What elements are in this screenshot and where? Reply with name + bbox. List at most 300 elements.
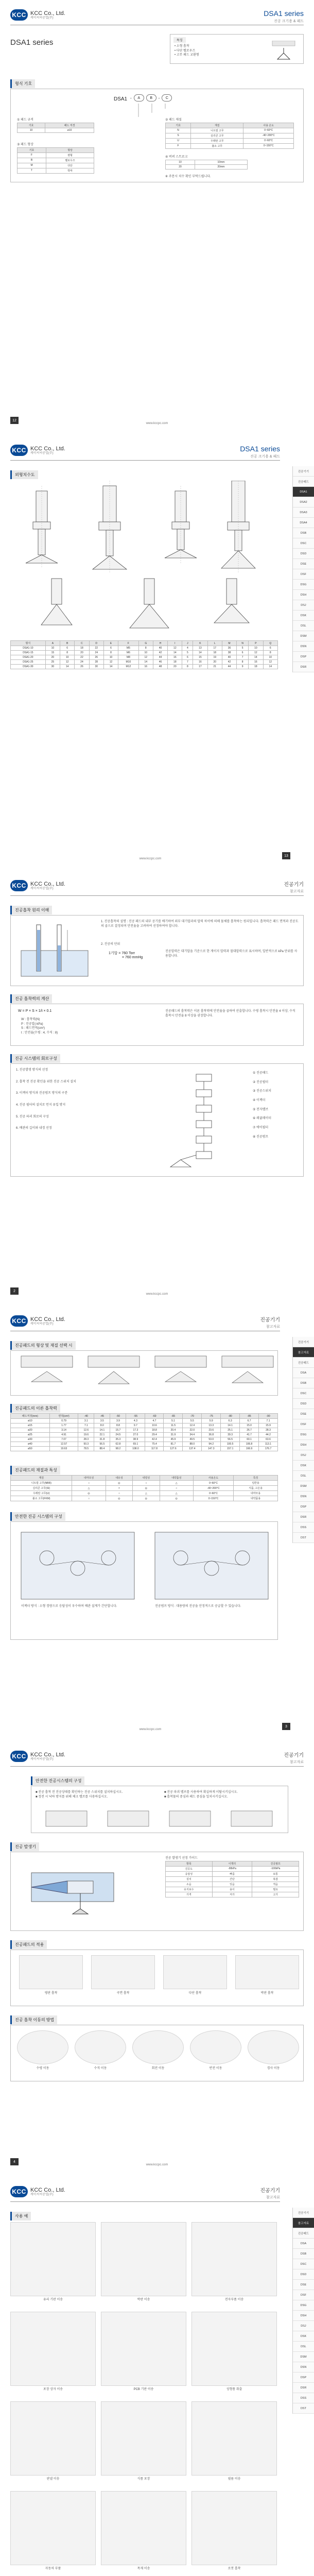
page-footer: [10, 1723, 290, 1730]
table-cell: 98.2: [110, 1447, 126, 1451]
table-header-cell: M: [222, 641, 236, 646]
side-index: [292, 1337, 314, 1543]
table-cell: DSA1-30: [11, 665, 46, 669]
side-index-tab[interactable]: DSK: [293, 611, 314, 621]
transfer-label: 반전 이동: [209, 2067, 222, 2070]
side-index-tab[interactable]: DST: [293, 1533, 314, 1543]
table-cell: 박막: [46, 168, 94, 173]
logo-mark: KCC: [10, 2186, 28, 2197]
table-cell: 12.4: [183, 1423, 202, 1428]
table-row: [166, 128, 294, 133]
table-cell: 벨로우즈: [46, 158, 94, 163]
transfer-card: [190, 2030, 241, 2077]
table-cell: 5.9: [202, 1419, 221, 1423]
table-row: [11, 1428, 278, 1433]
header-category: 진공기기: [260, 1317, 280, 1323]
ejector-illustration: [16, 1857, 150, 1924]
transfer-label: 회전 이동: [151, 2067, 165, 2070]
table-cell: 보통: [252, 1871, 299, 1876]
side-index-tab[interactable]: DSP: [293, 652, 314, 662]
example-card: [10, 2222, 96, 2307]
page-header: [10, 2186, 304, 2205]
examples-grid: [10, 2222, 278, 2576]
footer-url: www.kccpc.com: [146, 1293, 168, 1296]
table-cell: 113.1: [259, 1442, 278, 1447]
table-cell: 19: [207, 655, 222, 660]
table-cell: 니트릴 고무: [191, 128, 243, 133]
side-index-tab[interactable]: DSS: [293, 1522, 314, 1533]
side-index-tab[interactable]: DSJ: [293, 2321, 314, 2331]
side-index-tab[interactable]: DSJ: [293, 600, 314, 611]
side-index-tab[interactable]: DSF: [293, 2290, 314, 2300]
table-cell: 56.5: [94, 1442, 110, 1447]
side-index-tab[interactable]: DSN: [293, 2362, 314, 2372]
table-header-cell: -90: [259, 1414, 278, 1419]
table-cell: 있음: [212, 1882, 252, 1887]
table-row: [11, 1442, 278, 1447]
table-cell: 8: [237, 660, 249, 665]
table-cell: 응답성: [166, 1871, 213, 1876]
company-name: KCC Co., Ltd.: [30, 10, 65, 16]
table-cell: 25: [45, 660, 60, 665]
table-cell: 14: [138, 660, 153, 665]
table-cell: 14: [249, 655, 263, 660]
example-image: [10, 2312, 96, 2386]
application-card: [163, 1955, 227, 2002]
suction-formula: W = P × S × 1/t × 0.1: [18, 1009, 52, 1013]
formula-var: t : 안전율(수평 : 4, 수직 : 8): [21, 1031, 58, 1035]
table-cell: 12.57: [49, 1442, 78, 1447]
table-cell: 10.6: [145, 1423, 164, 1428]
table-cell: ø50: [11, 1447, 50, 1451]
side-index: [292, 2208, 314, 2414]
table-header-cell: -75: [202, 1414, 221, 1419]
transfer-image: [248, 2030, 299, 2064]
table-cell: 6: [263, 646, 277, 651]
table-cell: 20: [168, 665, 182, 669]
catalog-page-2: [0, 435, 314, 871]
table-header-cell: 이젝터: [212, 1861, 252, 1866]
side-index-tab[interactable]: DSM: [293, 2352, 314, 2362]
order-code-c: C: [162, 94, 172, 101]
table-cell: 28.3: [78, 1437, 94, 1442]
application-card: [91, 1955, 155, 2002]
side-index-tab[interactable]: DSG: [293, 1430, 314, 1440]
order-section-title: 형식 기호: [10, 79, 35, 88]
table-row: [166, 164, 248, 169]
table-cell: F: [166, 143, 191, 148]
order-code-b: B: [146, 94, 156, 101]
table-cell: ◎: [72, 1491, 106, 1496]
table-cell: T: [18, 168, 46, 173]
series-title: DSA1 series: [240, 445, 280, 453]
header-rule: [10, 895, 304, 896]
transfer-method-title: 진공 흡착 이동의 방법: [10, 2015, 57, 2024]
side-index-tab[interactable]: DSF: [293, 1419, 314, 1430]
table-cell: 7: [182, 660, 193, 665]
side-index-tab[interactable]: DSS: [293, 2393, 314, 2403]
side-index-tab[interactable]: DSC: [293, 2259, 314, 2269]
table-cell: 적음: [252, 1882, 299, 1887]
header-category: 진공기기: [260, 2188, 280, 2194]
table-cell: 17: [193, 665, 207, 669]
side-index-tab[interactable]: DSA: [293, 2239, 314, 2249]
table-cell: 평형: [46, 152, 94, 158]
dimension-drawings: [10, 481, 278, 635]
table-header-cell: B: [60, 641, 75, 646]
table-cell: 127.6: [164, 1447, 183, 1451]
table-cell: 5: [237, 646, 249, 651]
table-cell: 44.2: [259, 1433, 278, 1437]
table-cell: M: [18, 163, 46, 168]
page-header: [10, 880, 304, 899]
table-cell: 19.6: [78, 1433, 94, 1437]
table-header-cell: H: [153, 641, 167, 646]
table-row: [166, 1892, 299, 1897]
footer-url: www.kccpc.com: [146, 422, 168, 425]
side-index-tab[interactable]: DSJ: [293, 1450, 314, 1461]
table-cell: 4.7: [145, 1419, 164, 1423]
side-index-tab[interactable]: 진공패드: [293, 1358, 314, 1368]
side-index-tab[interactable]: 진공패드: [293, 477, 314, 487]
side-index-tab[interactable]: DSK: [293, 2331, 314, 2342]
page-number: 12: [10, 417, 19, 424]
example-label: 성형품 취출: [226, 2388, 242, 2391]
table-cell: ○: [133, 1481, 160, 1486]
vacuum-tube-illustration: [16, 920, 93, 981]
table-cell: 11.5: [164, 1423, 183, 1428]
side-index-tab[interactable]: 진공기기: [293, 466, 314, 477]
example-label: 목재 이송: [137, 2567, 150, 2570]
side-index-tab[interactable]: DSC: [293, 538, 314, 549]
side-index-tab[interactable]: DSE: [293, 2280, 314, 2290]
table-header-cell: 사용온도: [193, 1476, 233, 1481]
table-cell: DSA1-10: [11, 646, 46, 651]
table-cell: 10: [249, 646, 263, 651]
table-row: [11, 646, 278, 651]
table-cell: 0~60°C: [193, 1481, 233, 1486]
table-header-cell: 특징: [234, 1476, 278, 1481]
company-name: KCC Co., Ltd.: [30, 1751, 65, 1758]
table-cell: 7.1: [78, 1423, 94, 1428]
header-category: 진공기기: [284, 1753, 304, 1758]
table-header-row: [18, 147, 94, 152]
table-row: [18, 158, 94, 163]
table-cell: U: [166, 138, 191, 143]
table-cell: 가격: [166, 1892, 213, 1897]
material-title: 진공패드의 재질과 특성: [10, 1466, 60, 1475]
table-cell: 니트릴 고무(NBR): [11, 1481, 72, 1486]
header-rule: [10, 1766, 304, 1767]
table-cell: 8: [138, 646, 153, 651]
catalog-page-1: [0, 0, 314, 435]
side-index-tab[interactable]: DSA3: [293, 507, 314, 518]
table-row: [166, 1887, 299, 1892]
table-cell: 15.7: [110, 1428, 126, 1433]
table-cell: 31.9: [164, 1433, 183, 1437]
formula-var: S : 패드면적(cm²): [21, 1027, 45, 1030]
side-index-tab[interactable]: DSB: [293, 528, 314, 538]
application-label: 곡면 흡착: [116, 1992, 130, 1995]
side-index-tab[interactable]: DSP: [293, 2372, 314, 2383]
table-cell: 88.4: [94, 1447, 110, 1451]
series-subtitle: 진공 크기용 & 패드: [250, 455, 280, 459]
side-index-tab[interactable]: DSH: [293, 1440, 314, 1450]
table-cell: 62.8: [110, 1442, 126, 1447]
company-name: KCC Co., Ltd.: [30, 445, 65, 452]
side-index-tab[interactable]: DSE: [293, 1409, 314, 1419]
side-index-tab[interactable]: DSR: [293, 2383, 314, 2393]
table-row: [166, 143, 294, 148]
table-cell: M6: [118, 651, 138, 655]
table-cell: 39.3: [221, 1433, 240, 1437]
table-cell: 우레탄 고무(U): [11, 1491, 72, 1496]
table-cell: 10: [166, 160, 195, 164]
side-index-tab[interactable]: DSR: [293, 662, 314, 672]
side-index-tab[interactable]: DSD: [293, 549, 314, 559]
formula-var: W : 흡착력(N): [21, 1018, 40, 1021]
side-index-tab[interactable]: DSD: [293, 2269, 314, 2280]
side-index-tab[interactable]: DSP: [293, 1502, 314, 1512]
safe-system-box: [10, 1521, 278, 1640]
side-index-tab[interactable]: DSN: [293, 641, 314, 652]
table-cell: ◎: [133, 1486, 160, 1491]
side-index-tab[interactable]: 진공기기: [293, 1337, 314, 1347]
table-d-title: ④ 버퍼 스트로크: [165, 156, 188, 159]
table-cell: 0~150°C: [193, 1496, 233, 1501]
table-cell: 4.91: [49, 1433, 78, 1437]
table-cell: 157.1: [221, 1447, 240, 1451]
table-row: [11, 1433, 278, 1437]
table-cell: 56.5: [221, 1437, 240, 1442]
order-prefix: DSA1: [114, 96, 128, 102]
principle-text: 1. 진공흡착의 설명 : 진공 패드의 내부 공기를 배기하여 외부 대기압과의 압력 차이에 의해 물체를 흡착하는 원리입니다. 흡착력은 패드 면적과 진공도의 곱으로 결정되며 안전율을 고려하여 선정하여야 합니다.: [101, 920, 299, 928]
table-cell: DSA1-15: [11, 651, 46, 655]
table-cell: 3.14: [49, 1428, 78, 1433]
example-image: [191, 2401, 277, 2476]
table-header-row: [166, 1861, 299, 1866]
side-index-tab[interactable]: DSA1: [293, 487, 314, 497]
application-label: 박판 흡착: [260, 1992, 274, 1995]
generator-box: [10, 1852, 304, 1931]
table-cell: 6: [103, 646, 118, 651]
table-cell: 14: [60, 665, 75, 669]
table-header-cell: -45: [94, 1414, 110, 1419]
circuit-list-item: 1. 진공발생 방식의 선정: [16, 1069, 48, 1072]
table-cell: 10: [103, 655, 118, 660]
page-header: [10, 9, 304, 28]
circuit-label: ② 진공필터: [253, 1080, 269, 1084]
side-index-tab[interactable]: DSN: [293, 1492, 314, 1502]
circuit-list: [16, 1068, 145, 1138]
side-index-tab[interactable]: DSF: [293, 569, 314, 580]
application-card: [19, 1955, 83, 2002]
page-number: 2: [10, 1287, 19, 1295]
safety-item: ■ 진공 흡착 전 진공상태를 확인하는 진공 스위치를 설치하십시오.: [36, 1791, 123, 1794]
side-index-tab[interactable]: 진공기기: [293, 2208, 314, 2218]
vacuum-circuit-diagram: [160, 1069, 253, 1172]
table-cell: △: [72, 1486, 106, 1491]
side-index-tab[interactable]: DSG: [293, 580, 314, 590]
ejector-caption: 이젝터 방식 : 소형 경량으로 응답성이 우수하며 배관 설계가 간단합니다.: [21, 1605, 117, 1608]
side-index-tab[interactable]: DSE: [293, 559, 314, 569]
generator-table-title: 진공 발생기 선정 가이드: [165, 1857, 198, 1860]
table-cell: 5: [182, 651, 193, 655]
example-label: 필름 이송: [228, 2478, 241, 2481]
circuit-title: 진공 시스템의 회로구성: [10, 1054, 60, 1063]
table-cell: 17: [207, 646, 222, 651]
table-cell: 46: [153, 660, 167, 665]
table-cell: 8: [182, 665, 193, 669]
side-index-tab[interactable]: DSC: [293, 1388, 314, 1399]
table-header-cell: 내유성: [106, 1476, 132, 1481]
side-index-tab[interactable]: 진공패드: [293, 2228, 314, 2239]
table-cell: DSA1-20: [11, 655, 46, 660]
example-label: PCB 기판 이송: [133, 2388, 154, 2391]
order-leader-lines: [134, 104, 186, 119]
table-row: [166, 1882, 299, 1887]
unit-text: 진공압력은 대기압을 기준으로 한 게이지 압력과 절대압력으로 표시하며, 일반적으로 kPa 단위를 사용합니다.: [165, 950, 298, 958]
page-footer: [10, 852, 290, 859]
table-header-cell: -60: [145, 1414, 164, 1419]
table-cell: 18: [249, 665, 263, 669]
company-name: KCC Co., Ltd.: [30, 1316, 65, 1323]
table-cell: 18: [168, 660, 182, 665]
side-index-tab[interactable]: 참고자료: [293, 1347, 314, 1358]
table-cell: 6: [60, 646, 75, 651]
side-index-tab[interactable]: 참고자료: [293, 2218, 314, 2228]
table-row: [166, 1871, 299, 1876]
side-index-tab[interactable]: DSA2: [293, 497, 314, 507]
table-cell: 고가: [252, 1892, 299, 1897]
table-cell: 26: [89, 655, 103, 660]
company-logo: [10, 2186, 65, 2197]
page-number: 3: [282, 1723, 290, 1730]
table-cell: 108.0: [126, 1447, 145, 1451]
table-cell: 19.63: [49, 1447, 78, 1451]
side-index-tab[interactable]: DST: [293, 2403, 314, 2414]
buffer-stroke-table: [165, 160, 248, 170]
page-number: 4: [10, 2158, 19, 2165]
formula-mmhg: = 760 mmHg: [122, 956, 143, 959]
table-header-cell: -55: [126, 1414, 145, 1419]
formula-torr: 1기압 = 760 Torr: [109, 952, 135, 955]
company-subtitle: 케이씨씨공업(주): [30, 887, 54, 890]
table-row: [11, 660, 278, 665]
safe-config-box: [31, 1786, 288, 1833]
table-cell: 5.1: [164, 1419, 183, 1423]
side-index-tab[interactable]: DSA4: [293, 518, 314, 528]
table-header-cell: -70: [183, 1414, 202, 1419]
side-index-tab[interactable]: DSK: [293, 1461, 314, 1471]
catalog-page-6: [0, 2177, 314, 2576]
pump-caption: 진공펌프 방식 : 대용량의 진공을 안정적으로 공급할 수 있습니다.: [155, 1605, 241, 1608]
table-a-title: ① 패드 규격: [17, 118, 33, 122]
table-cell: 7.07: [49, 1437, 78, 1442]
material-table: [10, 1475, 278, 1501]
pad-selection-title: 진공패드의 형상 및 재질 선택 시: [10, 1341, 76, 1350]
table-cell: ×: [106, 1486, 132, 1491]
table-cell: 50.3: [78, 1442, 94, 1447]
table-cell: 10: [263, 655, 277, 660]
example-label: 박판 이송: [137, 2298, 150, 2301]
feature-item: • 소형 흡착: [175, 45, 189, 48]
table-cell: 38.9: [126, 1437, 145, 1442]
table-cell: 75.4: [145, 1442, 164, 1447]
table-cell: 20mm: [195, 164, 247, 169]
table-cell: 48: [153, 665, 167, 669]
table-cell: 18.8: [145, 1428, 164, 1433]
order-code-box: DSA1 - A B - C ① 패드 규격 기호 패드 직경 10 ø10 ② 패드 재질 기호 재질 사용 온도 N 니트릴 고무 0~60°C S 실리콘 고무 -40~200°C U 우레탄 고무 0~60°C F 불소 고무 0~150°C ③ 패드 형상 기호 형상 F 평형 B 벨로우즈 M 다단 T 박막 ④ 버퍼 스트로크 10 10mm 20 20mm ※ 주문시 치수 확인 부탁드립니다.: [10, 89, 304, 182]
table-cell: 불소 고무(FKM): [11, 1496, 72, 1501]
side-index-tab[interactable]: DSH: [293, 2311, 314, 2321]
footer-url: www.kccpc.com: [139, 1728, 162, 1731]
side-index-tab[interactable]: DSL: [293, 1471, 314, 1481]
table-header-cell: G: [138, 641, 153, 646]
side-index-tab[interactable]: DSL: [293, 2342, 314, 2352]
table-cell: 69.1: [126, 1442, 145, 1447]
side-index-tab[interactable]: DSM: [293, 631, 314, 641]
table-cell: 44: [222, 665, 236, 669]
table-header-cell: 재질: [191, 123, 243, 128]
table-header-cell: -50: [110, 1414, 126, 1419]
transfer-image: [190, 2030, 241, 2064]
circuit-label: ⑥ 레귤레이터: [253, 1117, 272, 1121]
side-index-tab[interactable]: DSB: [293, 2249, 314, 2259]
table-cell: 41.7: [240, 1433, 259, 1437]
side-index-tab[interactable]: DSA: [293, 1368, 314, 1378]
table-cell: △: [160, 1491, 193, 1496]
safe-system-title: 안전한 진공 시스템의 구성: [10, 1512, 65, 1521]
table-header-cell: -85: [240, 1414, 259, 1419]
side-index-tab[interactable]: DSH: [293, 590, 314, 600]
transfer-card: [132, 2030, 184, 2077]
header-category-sub: 참고자료: [289, 1760, 304, 1764]
side-index-tab[interactable]: DSG: [293, 2300, 314, 2311]
application-card: [235, 1955, 299, 2002]
table-cell: 용이: [212, 1887, 252, 1892]
table-cell: 31.8: [94, 1437, 110, 1442]
side-index-tab[interactable]: DSR: [293, 1512, 314, 1522]
table-header-cell: 형상: [46, 147, 94, 152]
table-cell: 우레탄 고무: [191, 138, 243, 143]
table-cell: 42.4: [145, 1437, 164, 1442]
table-header-row: [11, 1414, 278, 1419]
side-index-tab[interactable]: DSD: [293, 1399, 314, 1409]
table-cell: 26: [75, 665, 89, 669]
table-cell: 0.79: [49, 1419, 78, 1423]
feature-item: • 다단 벨로우즈: [175, 49, 196, 53]
table-cell: 14: [193, 651, 207, 655]
table-cell: 14: [168, 651, 182, 655]
side-index-tab[interactable]: DSM: [293, 1481, 314, 1492]
table-row: [11, 665, 278, 669]
table-header-row: [166, 123, 294, 128]
table-cell: 22: [89, 646, 103, 651]
table-row: [11, 651, 278, 655]
table-cell: 38: [222, 651, 236, 655]
transfer-card: [248, 2030, 299, 2077]
side-index-tab[interactable]: DSB: [293, 1378, 314, 1388]
table-cell: △: [160, 1481, 193, 1486]
table-cell: 0~150°C: [243, 143, 294, 148]
table-cell: 16: [193, 660, 207, 665]
table-row: [11, 1447, 278, 1451]
circuit-label: ⑦ 에어필터: [253, 1126, 269, 1130]
examples-title: 사용 예: [10, 2212, 31, 2221]
table-header-cell: F: [118, 641, 138, 646]
side-index-tab[interactable]: DSL: [293, 621, 314, 631]
